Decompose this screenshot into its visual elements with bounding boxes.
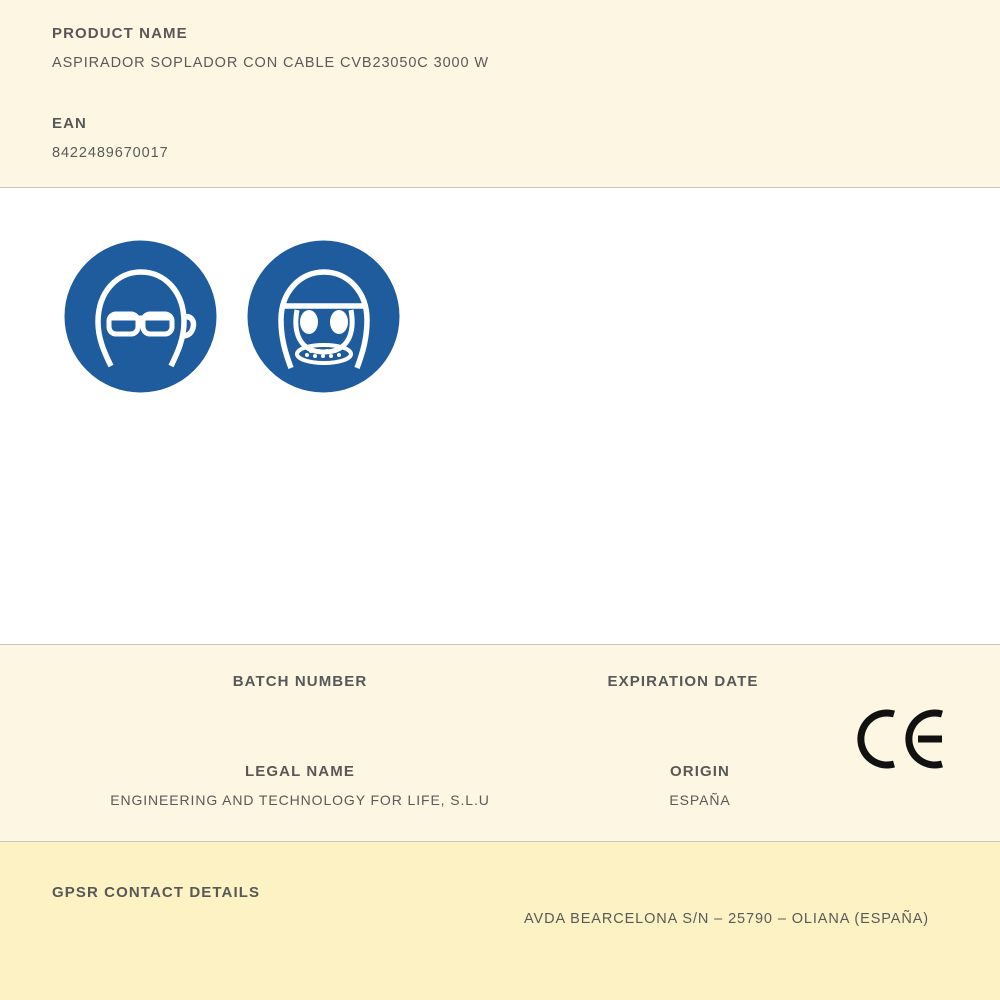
ce-mark-icon: [856, 705, 948, 773]
details-band: [0, 645, 1000, 842]
wear-respiratory-protection-icon: [247, 240, 400, 393]
ean-label: EAN: [52, 115, 87, 132]
header-band: [0, 0, 1000, 188]
origin-value: ESPAÑA: [669, 792, 731, 808]
gpsr-contact-label: GPSR CONTACT DETAILS: [52, 884, 261, 901]
product-name-field: [52, 25, 489, 71]
product-name-label: PRODUCT NAME: [52, 25, 188, 42]
legal-name-field: [100, 763, 500, 808]
footer-band: [0, 842, 1000, 1000]
expiration-date-label: EXPIRATION DATE: [607, 673, 759, 690]
batch-number-field: [100, 673, 500, 702]
wear-eye-protection-icon: [64, 240, 217, 393]
origin-field: [500, 763, 900, 808]
gpsr-contact-address: AVDA BEARCELONA S/N – 25790 – OLIANA (ESPAÑA): [524, 911, 930, 927]
ean-field: [52, 115, 169, 161]
pictogram-group: [64, 240, 400, 393]
expiration-date-field: [500, 673, 866, 702]
product-name-value: ASPIRADOR SOPLADOR CON CABLE CVB23050C 3000 W: [52, 55, 489, 71]
origin-label: ORIGIN: [670, 763, 730, 780]
legal-name-value: ENGINEERING AND TECHNOLOGY FOR LIFE, S.L.U: [110, 792, 490, 808]
legal-name-label: LEGAL NAME: [245, 763, 355, 780]
batch-number-label: BATCH NUMBER: [232, 673, 368, 690]
ean-value: 8422489670017: [52, 145, 169, 161]
